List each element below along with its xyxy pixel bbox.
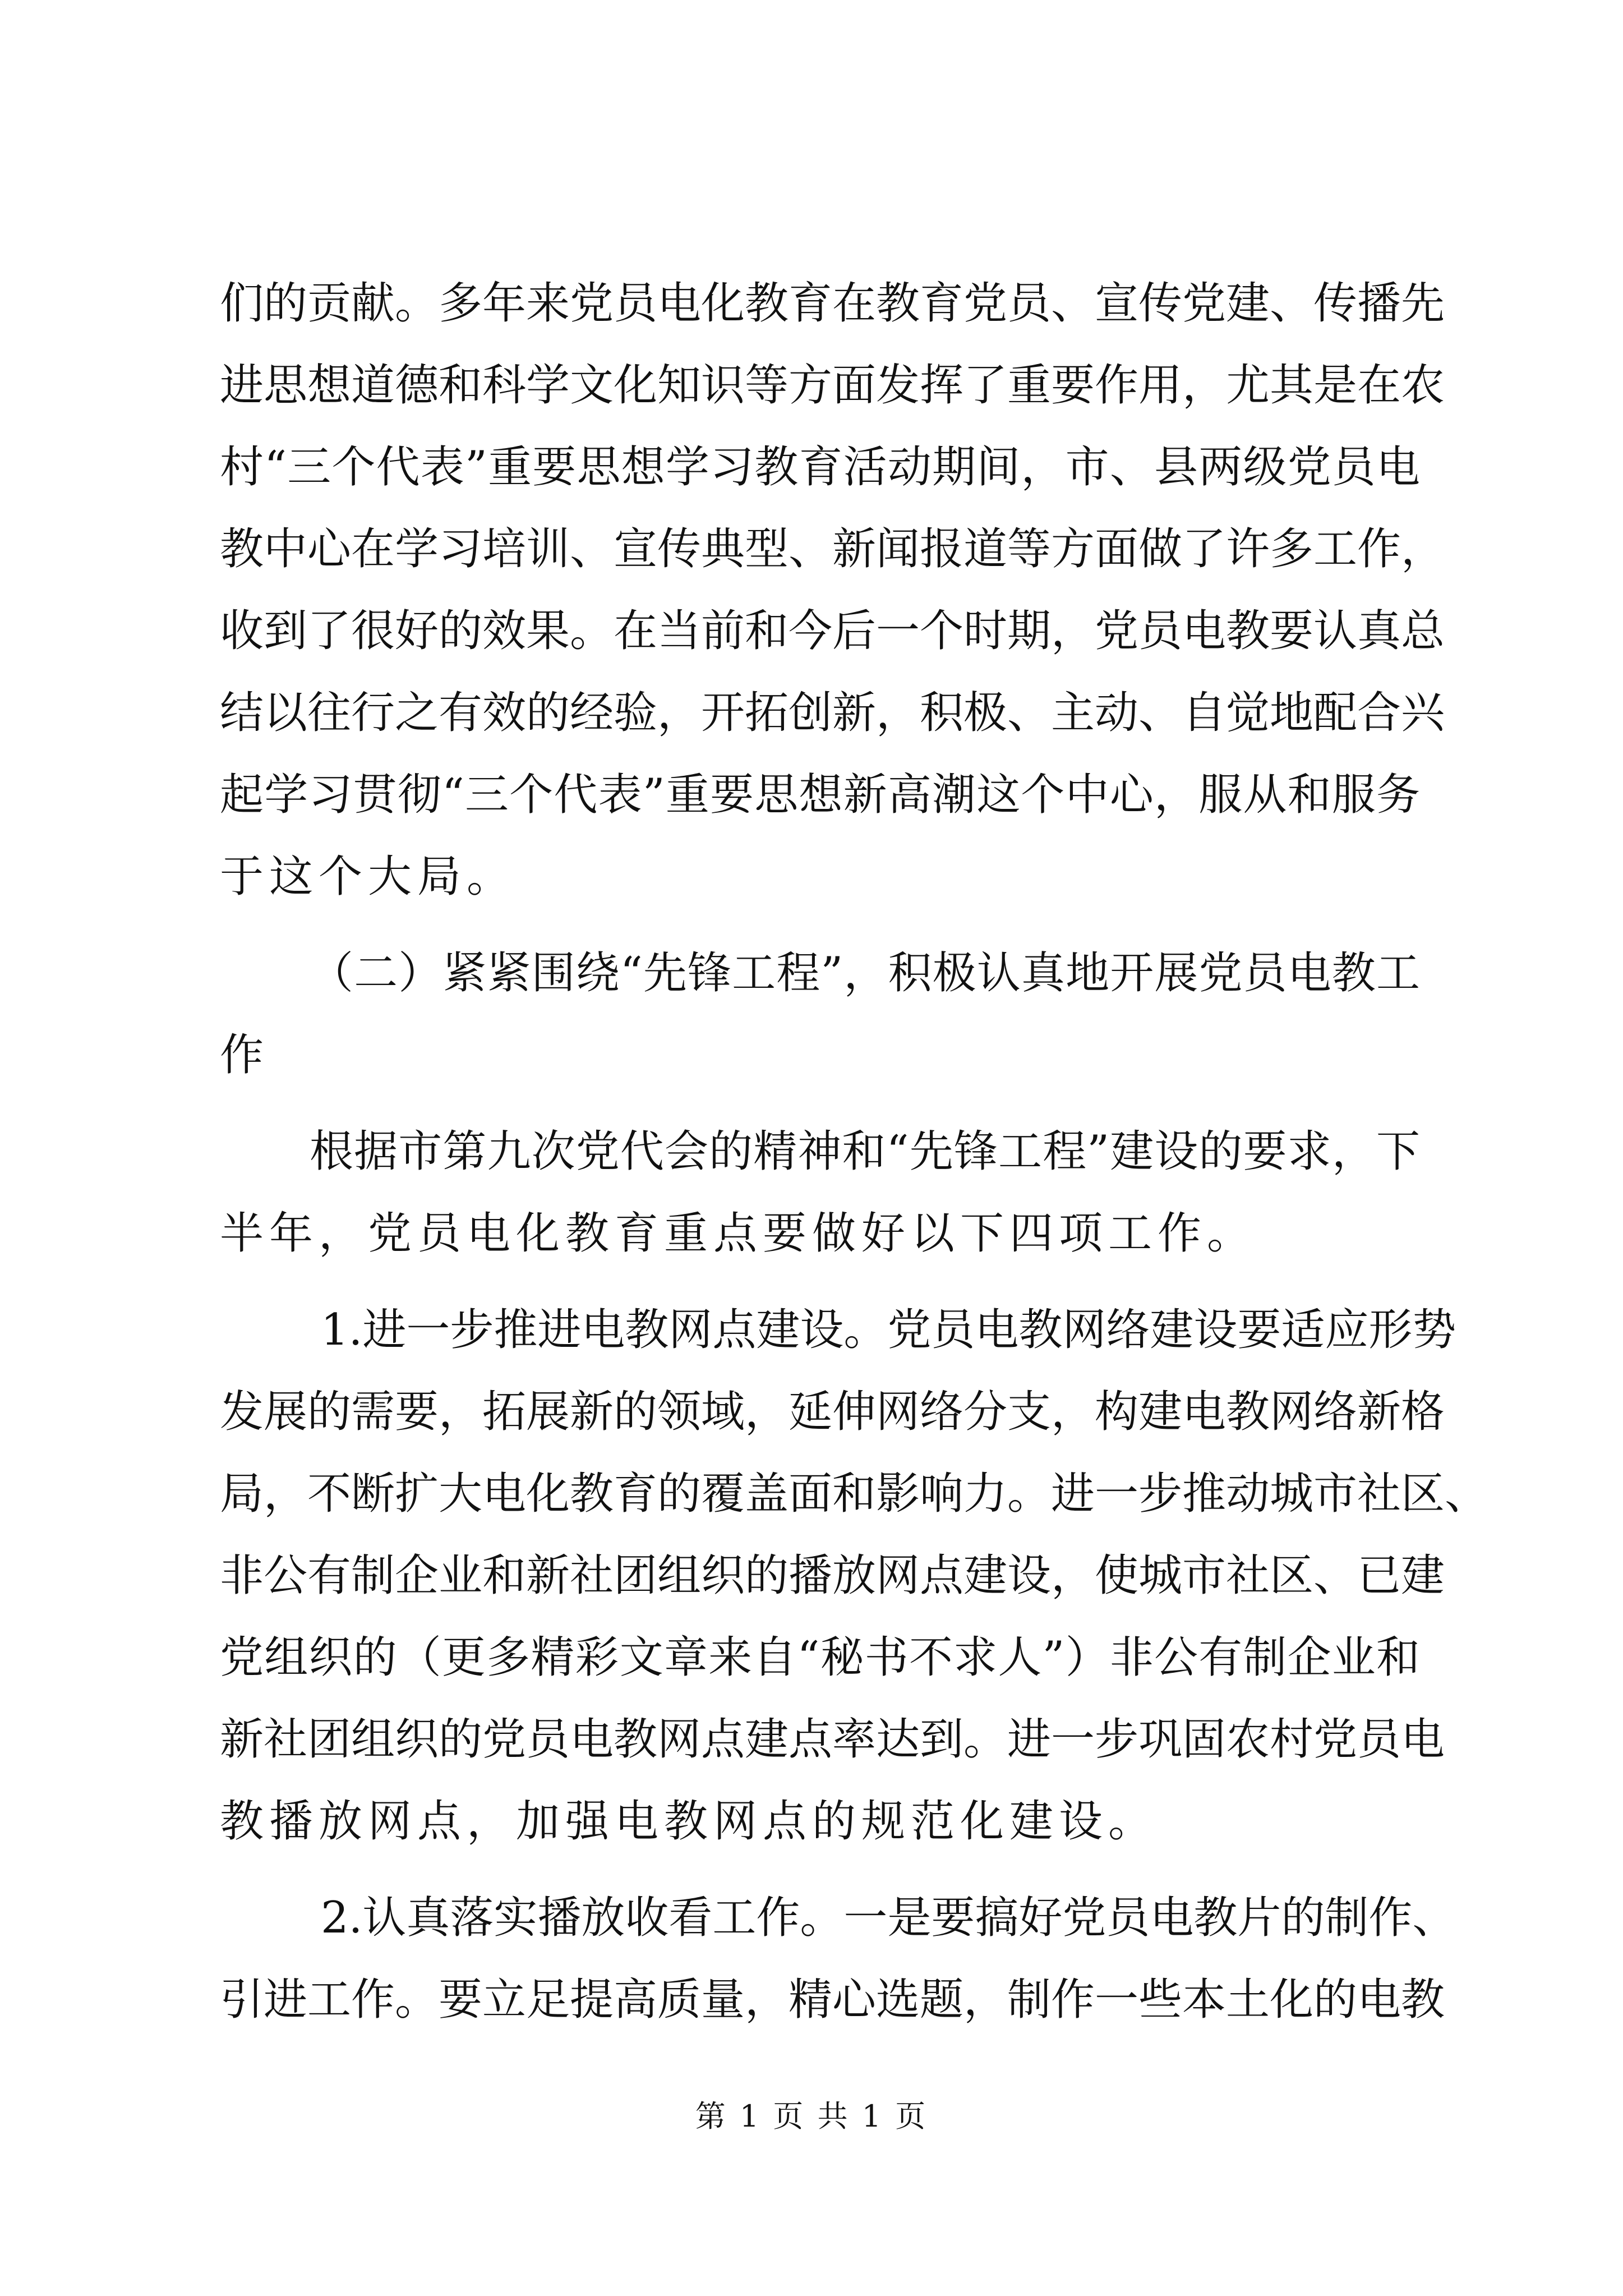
text-line: 教中心在学习培训、宣传典型、新闻报道等方面做了许多工作，: [220, 524, 1445, 574]
page-number-footer: 第 1 页 共 1 页: [695, 2099, 928, 2134]
text-line: 新社团组织的党员电教网点建点率达到。进一步巩固农村党员电: [220, 1714, 1445, 1765]
list-item-heading: 1.进一步推进电教网点建设。党员电教网络建设要适应形势: [321, 1305, 1456, 1355]
document-body: [220, 263, 1489, 2041]
list-item-heading: 2.认真落实播放收看工作。一是要搞好党员电教片的制作、: [321, 1893, 1456, 1943]
text-line: 根据市第九次党代会的精神和“先锋工程”建设的要求，下: [310, 1126, 1420, 1177]
text-line: 教播放网点，加强电教网点的规范化建设。: [220, 1796, 1158, 1847]
text-line: 进思想道德和科学文化知识等方面发挥了重要作用，尤其是在农: [220, 360, 1445, 411]
text-line: 发展的需要，拓展新的领域，延伸网络分支，构建电教网络新格: [220, 1387, 1445, 1437]
text-line: 引进工作。要立足提高质量，精心选题，制作一些本土化的电教: [220, 1975, 1445, 2025]
text-line: 收到了很好的效果。在当前和今后一个时期，党员电教要认真总: [220, 606, 1445, 656]
text-line: 非公有制企业和新社团组织的播放网点建设，使城市社区、已建: [220, 1550, 1445, 1601]
text-line: 结以往行之有效的经验，开拓创新，积极、主动、自觉地配合兴: [220, 688, 1445, 738]
text-line: 半年，党员电化教育重点要做好以下四项工作。: [220, 1208, 1257, 1259]
section-heading: （二）紧紧围绕“先锋工程”，积极认真地开展党员电教工: [310, 948, 1420, 999]
section-heading-continued: 作: [220, 1030, 270, 1080]
text-line: 于这个大局。: [220, 852, 517, 902]
text-line: 村“三个代表”重要思想学习教育活动期间，市、县两级党员电: [220, 442, 1420, 493]
text-line: 们的贡献。多年来党员电化教育在教育党员、宣传党建、传播先: [220, 278, 1445, 329]
text-line: 党组织的（更多精彩文章来自“秘书不求人”）非公有制企业和: [220, 1632, 1420, 1683]
text-line: 局，不断扩大电化教育的覆盖面和影响力。进一步推动城市社区、: [220, 1469, 1489, 1519]
text-line: 起学习贯彻“三个代表”重要思想新高潮这个中心，服从和服务: [220, 770, 1420, 820]
